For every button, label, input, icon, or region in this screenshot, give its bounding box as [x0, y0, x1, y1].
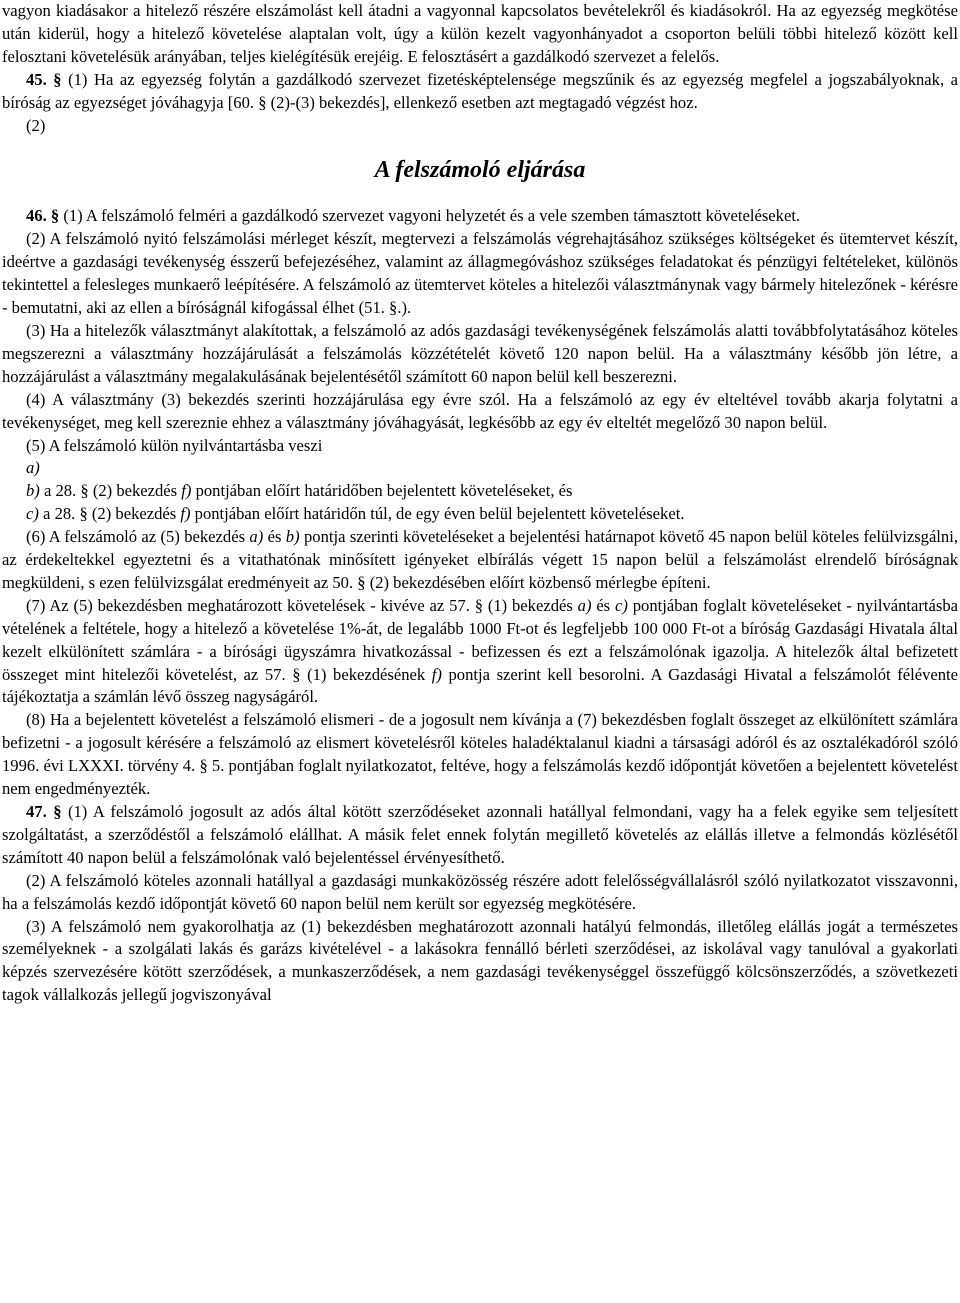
section-sign: §	[53, 802, 62, 821]
section-sign: §	[258, 92, 267, 112]
paragraph-46-6	[2, 526, 958, 595]
list-item-c	[2, 503, 958, 526]
paragraph-45-1-text: (1) Ha az egyezség folytán a gazdálkodó szervezet fizetésképtelensége megszűnik és az egyezség megfelel a jogszabályoknak, a bíróság az egyezséget jóváhagyja [60.	[2, 69, 958, 112]
section-heading: A felszámoló eljárása	[374, 157, 586, 184]
paragraph-text: pontjában foglalt követeléseket - nyilvántartásba vételének a feltétele, hogy a hitelező a követelése 1%-át, de legalább 1000 Ft-ot és legfeljebb 100 000 Ft-ot a bíróság Gazdasági Hivatala által kezelt elkülönített számlára - a bírósági ügyszámra hivatkozással - befizessen és ezt a felszámolónak igazolja. A hitelezők által befizetett összeget mint hitelezői követelést, az 57. § (1) bekezdésének	[2, 595, 959, 684]
paragraph-47-1	[2, 801, 958, 870]
list-item-text: a 28. § (2) bekezdés	[38, 504, 181, 524]
paragraph-text: pontja szerinti követeléseket a bejelentési határnapot követő 45 napon belül köteles felülvizsgálni, az érdekeltekkel egyeztetni és a vitathatónak minősített igényeket elbírálás végett 15 napon belül a felszámolást elrendelő bíróságnak megküldeni, s ezen felülvizsgálat eredményeit az 50. § (2) bekezdésében előírt közbenső mérlegbe építeni.	[2, 527, 958, 592]
paragraph-text: (7) Az (5) bekezdésben meghatározott követelések - kivéve az 57. § (1) bekezdés	[26, 595, 578, 615]
list-item-text: pontjában előírt határidőn túl, de egy éven belül bejelentett követeléseket.	[190, 504, 685, 524]
paragraph-46-7	[2, 595, 958, 710]
paragraph-47-3: (3) A felszámoló nem gyakorolhatja az (1) bekezdésben meghatározott azonnali hatályú felmondás, illetőleg elállás jogát a természetes személyeknek - a szolgálati lakás és garázs kivételével - a lakásokra fennálló bérleti szerződései, az iskolával vagy tanulóval a gyakorlati képzés szervezésére kötött szerződések, a munkaszerződések, a nem gazdasági tevékenységgel összefüggő kölcsönszerződés, a szövetkezeti tagok vállalkozás jellegű jogviszonyával	[2, 916, 958, 1005]
paragraph-46-5: (5) A felszámoló külön nyilvántartásba veszi	[26, 435, 323, 455]
paragraph-45-1-text-cont: (2)-(3) bekezdés], ellenkező esetben azt megtagadó végzést hoz.	[266, 92, 698, 112]
paragraph-46-1	[2, 205, 958, 228]
paragraph-text: és	[591, 595, 615, 615]
section-sign: §	[50, 206, 60, 226]
list-letter: a)	[26, 458, 40, 478]
point-letter: f)	[431, 664, 442, 684]
list-item-text: pontjában előírt határidőben bejelentett követeléseket, és	[191, 481, 573, 501]
section-number-45: 45.	[26, 69, 47, 89]
paragraph-45-2: (2)	[26, 115, 46, 135]
paragraph-46-8: (8) Ha a bejelentett követelést a felszámoló elismeri - de a jogosult nem kívánja a (7) bekezdésben foglalt összeget az elkülönített számlára befizetni - a jogosult kérésére a felszámoló az elismert követelésről köteles haladéktalanul kiadni a társasági adóról és az osztalékadóról szóló 1996. évi LXXXI. törvény 4. § 5. pontjában foglalt nyilatkozatot, feltéve, hogy a felszámolás kezdő időpontját követően a bejelentett követelést nem engedményezték.	[2, 710, 958, 799]
paragraph-46-1-text: (1) A felszámoló felméri a gazdálkodó szervezet vagyoni helyzetét és a vele szemben támasztott követeléseket.	[59, 206, 801, 226]
paragraph-intro: vagyon kiadásakor a hitelező részére elszámolást kell átadni a vagyonnal kapcsolatos bevételekről és kiadásokról. Ha az egyezség megkötése után kiderül, hogy a hitelező követelése alaptalan volt, úgy a külön kezelt vagyonhányadot a csoporton belüli többi hitelező között kell felosztani követelésük arányában, teljes kielégítésük erejéig. E felosztásért a gazdálkodó szervezet a felelős.	[2, 1, 958, 66]
paragraph-47-2: (2) A felszámoló köteles azonnali hatállyal a gazdasági munkaközösség részére adott felelősségvállalásról szóló nyilatkozatot visszavonni, ha a felszámolás kezdő időpontját követő 60 napon belül nem került sor egyezség megkötésére.	[2, 870, 958, 913]
section-number-47: 47.	[26, 802, 47, 821]
paragraph-text: pontja szerint kell besorolni. A Gazdasági Hivatal a felszámolót félévente tájékoztatja a számlán lévő összeg nagyságáról.	[2, 664, 959, 707]
paragraph-46-3: (3) Ha a hitelezők választmányt alakítottak, a felszámoló az adós gazdasági tevékenységének felszámolás alatti továbbfolytatásához köteles megszerezni a választmány hozzájárulását a felszámolás közzétételét követő 120 napon belül. Ha a választmány később jön létre, a hozzájárulást a választmány megalakulásának bejelentésétől számított 60 napon belül kell beszerezni.	[2, 320, 958, 386]
paragraph-45-1	[2, 69, 958, 115]
point-letter: f)	[180, 504, 191, 524]
list-item-a	[2, 457, 958, 480]
point-letter: c)	[614, 595, 628, 615]
list-letter: b)	[26, 481, 40, 501]
point-letter: f)	[181, 481, 192, 501]
list-item-text: a 28. § (2) bekezdés	[39, 481, 182, 501]
paragraph-text: (6) A felszámoló az (5) bekezdés	[26, 527, 250, 547]
section-sign: §	[53, 69, 62, 89]
point-letter: b)	[285, 527, 300, 547]
point-letter: a)	[249, 527, 264, 547]
section-number-46: 46.	[26, 206, 47, 226]
paragraph-46-4: (4) A választmány (3) bekezdés szerinti hozzájárulása egy évre szól. Ha a felszámoló az egy év elteltével tovább akarja folytatni a tevékenységet, meg kell szereznie ehhez a választmány jóváhagyását, legkésőbb az egy év elteltét megelőző 30 napon belül.	[2, 389, 958, 432]
list-item-b	[2, 480, 958, 503]
paragraph-46-2: (2) A felszámoló nyitó felszámolási mérleget készít, megtervezi a felszámolás végrehajtásához szükséges költségeket és ütemtervet készít, ideértve a gazdasági tevékenység ésszerű befejezéséhez, valamint az állagmegóváshoz szükséges feladatokat és pénzügyi feltételeket, különös tekintettel a felesleges munkaerő leépítésére. A felszámoló az ütemtervet köteles a hitelezői választmánynak vagy bármely hitelezőnek - kérésre - bemutatni, aki az ellen a bíróságnál kifogással élhet (51. §.).	[2, 229, 958, 318]
paragraph-47-1-text: (1) A felszámoló jogosult az adós által kötött szerződéseket azonnali hatállyal felmondani, vagy ha a felek egyike sem teljesített szolgáltatást, a szerződéstől a felszámoló elállhat. A másik felet ennek folytán megillető követelés az elállás illetve a felmondás közlésétől számított 40 napon belül a felszámolónak való bejelentéssel érvényesíthető.	[2, 802, 958, 867]
paragraph-text: és	[263, 527, 286, 547]
list-letter: c)	[26, 504, 39, 524]
point-letter: a)	[577, 595, 592, 615]
